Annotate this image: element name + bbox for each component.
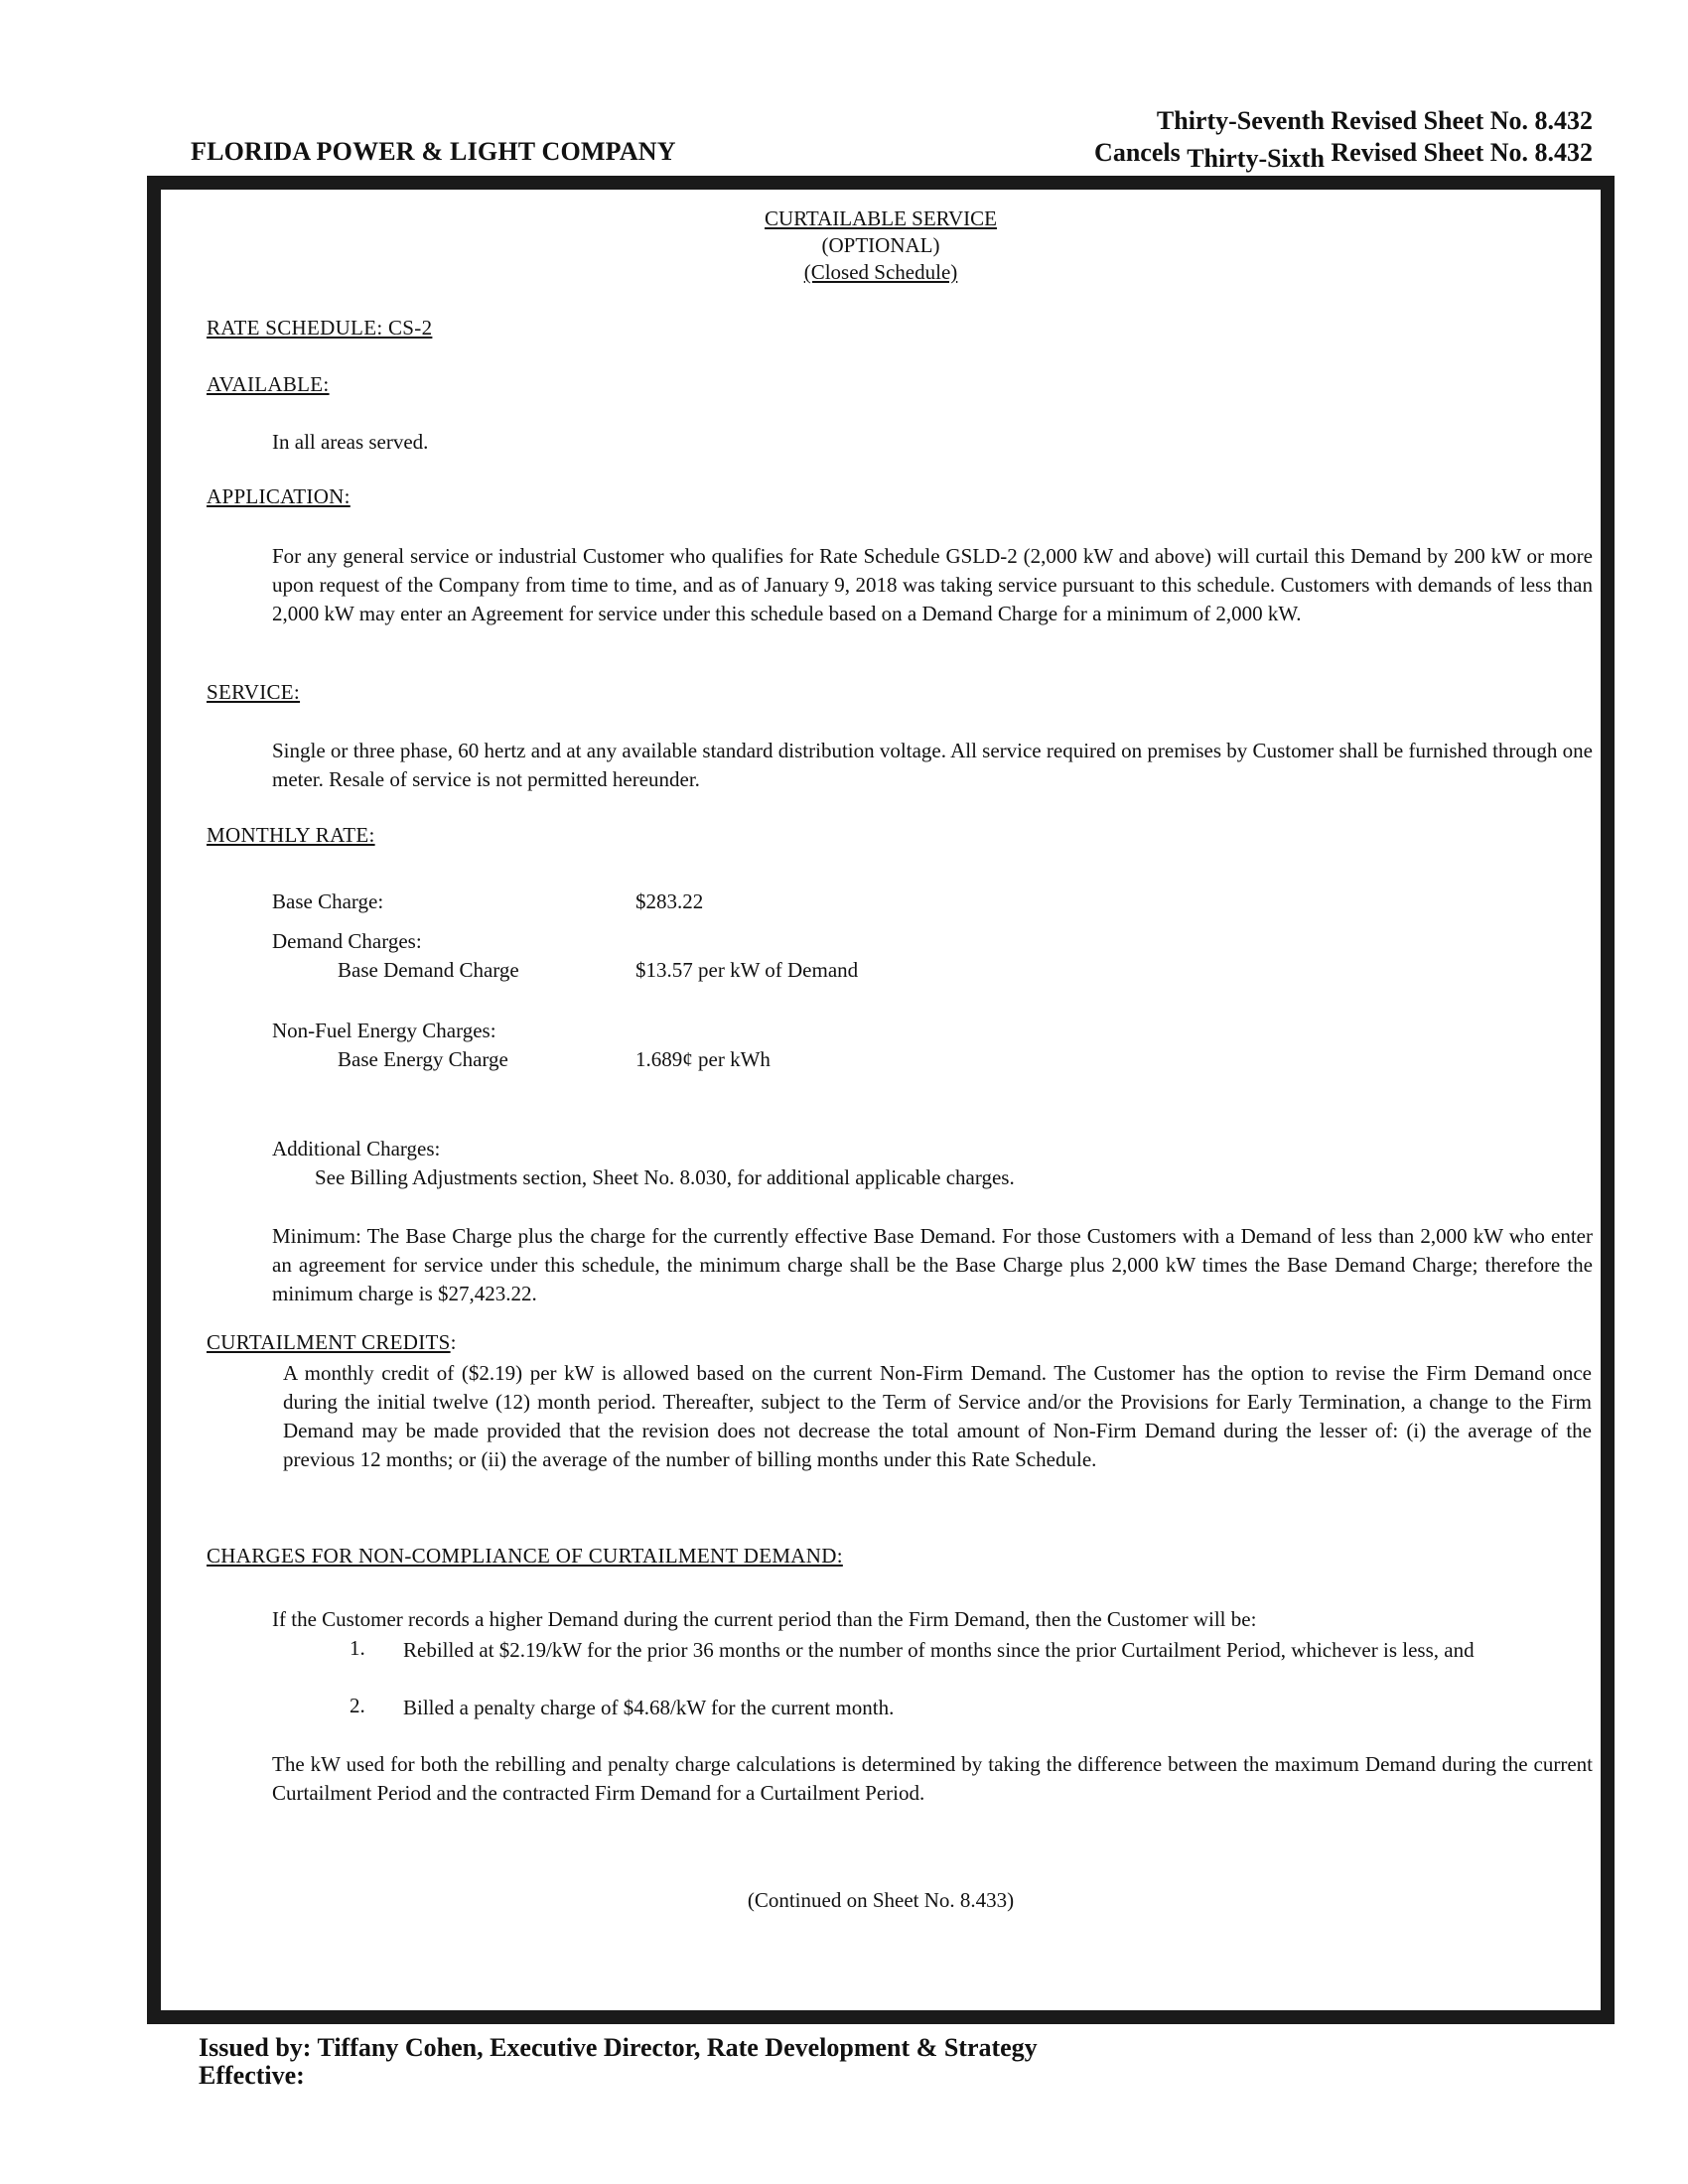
title-line-1: CURTAILABLE SERVICE (765, 206, 997, 230)
application-heading: APPLICATION: (207, 484, 351, 508)
cancels-label: Cancels (1094, 138, 1181, 167)
cancelled-revision: Thirty-Sixth (1187, 144, 1325, 173)
sheet-number-block (1094, 105, 1593, 173)
current-sheet-number: Thirty-Seventh Revised Sheet No. 8.432 (1156, 106, 1593, 135)
additional-charges-label: Additional Charges: (272, 1137, 441, 1160)
base-demand-value: $13.57 per kW of Demand (635, 958, 859, 982)
rate-schedule-heading: RATE SCHEDULE: CS-2 (207, 316, 433, 340)
tariff-content (161, 190, 1601, 2010)
available-text: In all areas served. (272, 430, 429, 454)
list-item-1-number: 1. (350, 1636, 365, 1660)
application-text: For any general service or industrial Customer who qualifies for Rate Schedule GSLD-2 (2,000 kW and above) will curtail this Demand by 200 kW or more upon request of the Company from time to time, and as of January 9, 2018 was taking service pursuant to this schedule. Customers with demands of less than 2,000 kW may enter an Agreement for service under this schedule based on a Demand Charge for a minimum of 2,000 kW. (272, 544, 1593, 625)
non-compliance-closing: The kW used for both the rebilling and penalty charge calculations is determined by taking the difference between the maximum Demand during the current Curtailment Period and the contracted Firm Demand for a Curtailment Period. (272, 1752, 1593, 1805)
base-energy-label: Base Energy Charge (338, 1047, 508, 1071)
effective-date-label: Effective: (199, 2061, 305, 2090)
additional-charges-text: See Billing Adjustments section, Sheet No. 8.030, for additional applicable charges. (315, 1165, 1015, 1189)
base-charge-value: $283.22 (635, 889, 704, 913)
nonfuel-energy-label: Non-Fuel Energy Charges: (272, 1019, 496, 1042)
schedule-title (161, 205, 1601, 286)
cancels-sheet-line (1094, 137, 1593, 173)
list-item-2-text: Billed a penalty charge of $4.68/kW for the current month. (403, 1696, 895, 1719)
non-compliance-heading: CHARGES FOR NON-COMPLIANCE OF CURTAILMENT DEMAND: (207, 1544, 843, 1568)
service-text: Single or three phase, 60 hertz and at any available standard distribution voltage. All service required on premises by Customer shall be furnished through one meter. Resale of service is not permitted hereunder. (272, 739, 1593, 791)
company-name: FLORIDA POWER & LIGHT COMPANY (191, 137, 676, 166)
base-demand-label: Base Demand Charge (338, 958, 519, 982)
title-line-2: (OPTIONAL) (821, 233, 940, 257)
curtailment-credits-heading-colon: : (450, 1330, 457, 1354)
cancelled-sheet-number: Revised Sheet No. 8.432 (1331, 138, 1593, 167)
base-charge-label: Base Charge: (272, 889, 384, 913)
service-heading: SERVICE: (207, 680, 301, 704)
issued-by: Issued by: Tiffany Cohen, Executive Director, Rate Development & Strategy (199, 2033, 1038, 2062)
tariff-sheet-frame (147, 176, 1615, 2024)
curtailment-credits-heading (207, 1330, 457, 1355)
curtailment-credits-text: A monthly credit of ($2.19) per kW is allowed based on the current Non-Firm Demand. The Customer has the option to revise the Firm Demand once during the initial twelve (12) month period. Thereafter, subject to the Term of Service and/or the Provisions for Early Termination, a change to the Firm Demand may be made provided that the revision does not decrease the total amount of Non-Firm Demand during the lesser of: (i) the average of the previous 12 months; or (ii) the average of the number of billing months under this Rate Schedule. (283, 1361, 1592, 1471)
list-item-1-text: Rebilled at $2.19/kW for the prior 36 months or the number of months since the prior Curtailment Period, whichever is less, and (403, 1638, 1475, 1662)
monthly-rate-heading: MONTHLY RATE: (207, 823, 375, 847)
curtailment-credits-heading-text: CURTAILMENT CREDITS (207, 1330, 451, 1354)
minimum-charge-text: Minimum: The Base Charge plus the charge for the currently effective Base Demand. For those Customers with a Demand of less than 2,000 kW who enter an agreement for service under this schedule, the minimum charge shall be the Base Charge plus 2,000 kW times the Base Demand Charge; therefore the minimum charge is $27,423.22. (272, 1224, 1593, 1305)
non-compliance-intro: If the Customer records a higher Demand during the current period than the Firm Demand, then the Customer will be: (272, 1607, 1257, 1631)
available-heading: AVAILABLE: (207, 372, 330, 396)
list-item-2-number: 2. (350, 1694, 365, 1717)
title-line-3: (Closed Schedule) (803, 260, 958, 284)
base-energy-value: 1.689¢ per kWh (635, 1047, 771, 1071)
continued-note: (Continued on Sheet No. 8.433) (747, 1888, 1015, 1912)
demand-charges-label: Demand Charges: (272, 929, 422, 953)
